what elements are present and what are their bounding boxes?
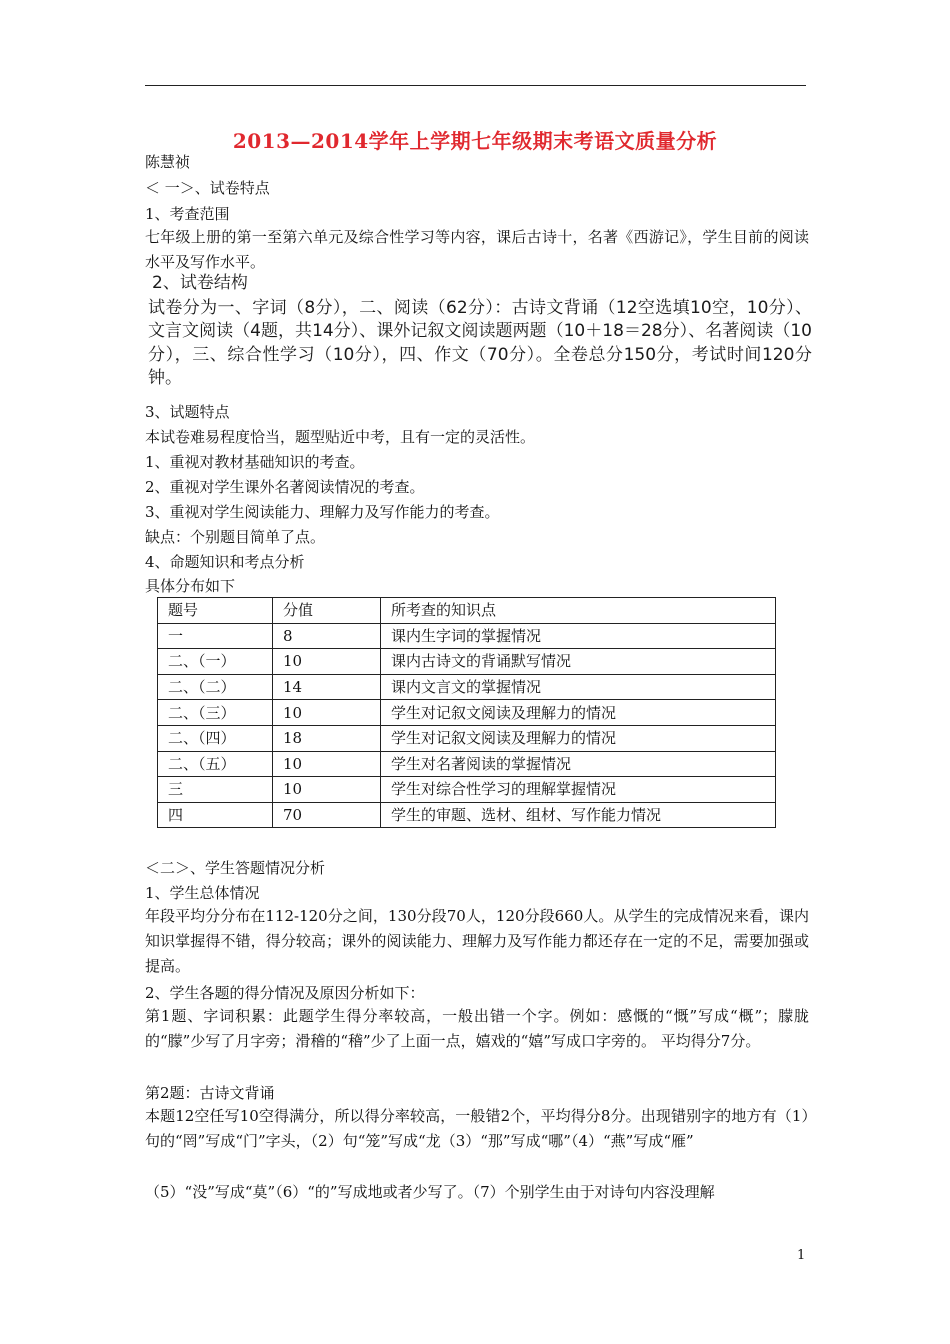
shortcoming: 缺点：个别题目简单了点。 [145,528,326,546]
overall-heading: 1、学生总体情况 [145,884,260,902]
table-cell: 学生的审题、选材、组材、写作能力情况 [381,802,776,828]
table-cell: 三 [158,777,273,803]
table-cell: 14 [273,674,381,700]
table-cell: 课内生字词的掌握情况 [381,623,776,649]
features-intro: 本试卷难易程度恰当，题型贴近中考，且有一定的灵活性。 [145,428,536,446]
scope-text: 七年级上册的第一至第六单元及综合性学习等内容，课后古诗十，名著《西游记》，学生目前的阅读水平及写作水平。 [145,228,809,271]
section2-heading: ＜二＞、学生答题情况分析 [145,859,326,877]
table-row [158,802,776,828]
page-number: 1 [797,1248,806,1263]
table-cell: 课内古诗文的背诵默写情况 [381,649,776,675]
table-cell: 二、（一） [158,649,273,675]
table-cell: 70 [273,802,381,828]
table-row [158,700,776,726]
feature-item: 1、重视对教材基础知识的考查。 [145,453,365,471]
table-cell: 18 [273,725,381,751]
table-cell: 10 [273,649,381,675]
header-rule [145,85,806,86]
structure-heading: 2、试卷结构 [152,273,248,293]
table-row [158,674,776,700]
table-cell: 学生对记叙文阅读及理解力的情况 [381,725,776,751]
table-row [158,725,776,751]
table-header-cell: 分值 [273,598,381,624]
score-distribution-table [157,597,776,828]
table-cell: 10 [273,751,381,777]
table-row [158,623,776,649]
table-row [158,751,776,777]
table-cell: 学生对综合性学习的理解掌握情况 [381,777,776,803]
scope-heading: 1、考查范围 [145,205,230,223]
distribution-intro: 具体分布如下 [145,577,236,595]
features-heading: 3、试题特点 [145,403,230,421]
table-header-row [158,598,776,624]
q1-analysis: 第1题、字词积累：此题学生得分率较高，一般出错一个字。例如：感慨的“慨”写成“概”；朦胧的“朦”少写了月字旁；滑稽的“稽”少了上面一点，嬉戏的“嬉”写成口字旁的。 平均得分7分。 [145,1007,809,1050]
table-cell: 四 [158,802,273,828]
exam-structure-block [148,272,812,391]
feature-item: 3、重视对学生阅读能力、理解力及写作能力的考查。 [145,503,500,521]
table-cell: 8 [273,623,381,649]
table-cell: 二、（五） [158,751,273,777]
table-header-cell: 所考查的知识点 [381,598,776,624]
table-cell: 二、（四） [158,725,273,751]
table-cell: 二、（二） [158,674,273,700]
section1-heading: ＜ 一＞、试卷特点 [145,179,270,197]
table-header-cell: 题号 [158,598,273,624]
table-cell: 学生对名著阅读的掌握情况 [381,751,776,777]
table-cell: 10 [273,700,381,726]
feature-item: 2、重视对学生课外名著阅读情况的考查。 [145,478,425,496]
q2-analysis: 本题12空任写10空得满分，所以得分率较高，一般错2个，平均得分8分。出现错别字的地方有（1）句的“罔”写成“门”字头，（2）句“笼”写成“龙（3）“那”写成“哪”（4）“燕”写成“雁” [145,1107,809,1150]
table-row [158,777,776,803]
overall-text: 年段平均分分布在112-120分之间，130分段70人，120分段660人。从学生的完成情况来看，课内知识掌握得不错，得分较高；课外的阅读能力、理解力及写作能力都还存在一定的不足，需要加强或提高。 [145,907,809,975]
table-cell: 课内文言文的掌握情况 [381,674,776,700]
table-cell: 学生对记叙文阅读及理解力的情况 [381,700,776,726]
analysis-heading: 4、命题知识和考点分析 [145,553,305,571]
q2-analysis-continued: （5）“没”写成“莫”（6）“的”写成地或者少写了。（7）个别学生由于对诗句内容没理解 [145,1183,715,1201]
table-row [158,649,776,675]
table-cell: 一 [158,623,273,649]
table-cell: 二、（三） [158,700,273,726]
per-question-heading: 2、学生各题的得分情况及原因分析如下： [145,984,425,1002]
document-title: 2013—2014学年上学期七年级期末考语文质量分析 [232,129,718,153]
author: 陈慧祯 [145,153,191,171]
structure-text: 试卷分为一、字词（8分），二、阅读（62分）：古诗文背诵（12空选填10空，10分）、文言文阅读（4题，共14分）、课外记叙文阅读题两题（10＋18＝28分）、名著阅读（10分），三、综合性学习（10分），四、作文（70分）。全卷总分150分，考试时间120分钟。 [148,297,812,388]
table-cell: 10 [273,777,381,803]
q2-heading: 第2题：古诗文背诵 [145,1084,275,1102]
